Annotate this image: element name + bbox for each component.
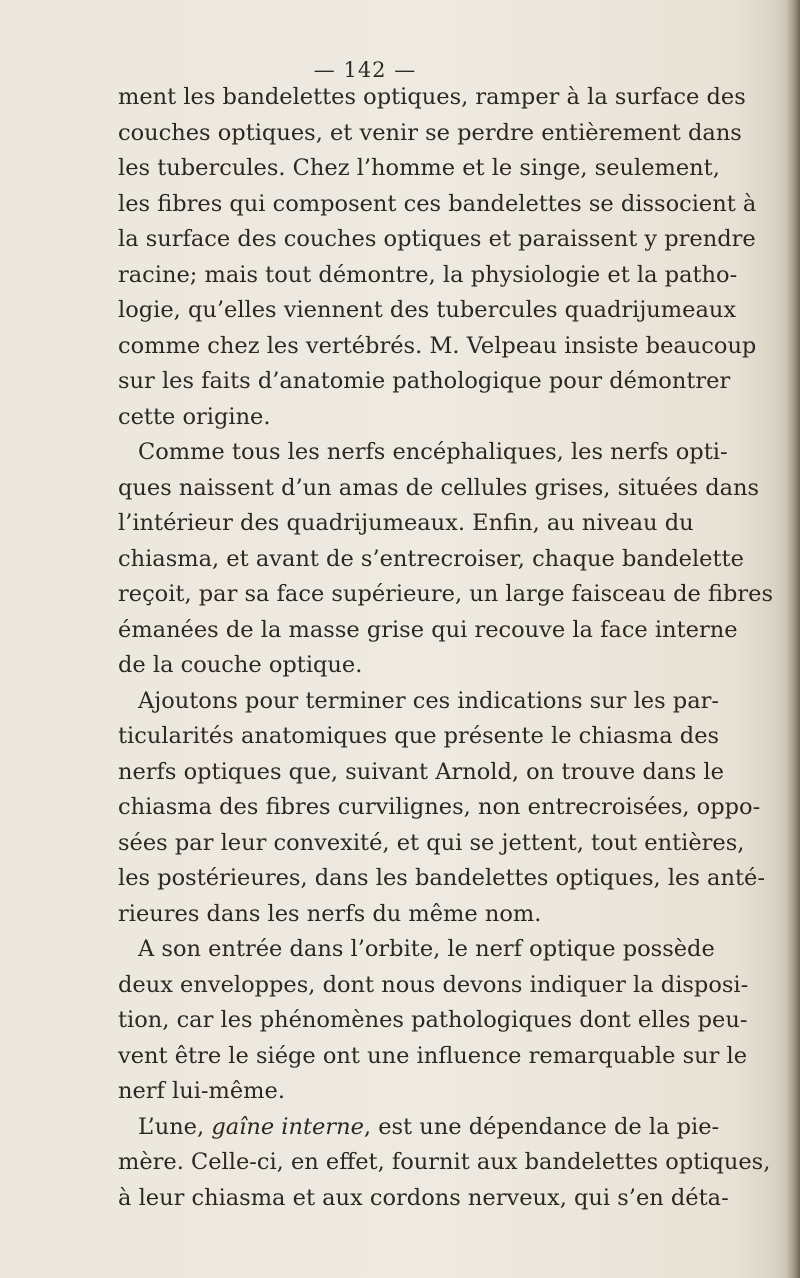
text-line: émanées de la masse grise qui recouve la face interne: [118, 616, 738, 643]
text-line: rieures dans les nerfs du même nom.: [118, 900, 542, 927]
text-line: ticularités anatomiques que présente le chiasma des: [118, 723, 720, 749]
text-line: tion, car les phénomènes pathologiques dont elles peu-: [118, 1007, 748, 1033]
text-line: cette origine.: [118, 403, 271, 430]
text-line: chiasma, et avant de s’entrecroiser, chaque bandelette: [118, 545, 744, 572]
text-line-with-italic: [118, 1110, 794, 1146]
text-line: comme chez les vertébrés. M. Velpeau insiste beaucoup: [118, 332, 757, 359]
text-line: les tubercules. Chez l’homme et le singe, seulement,: [118, 155, 720, 181]
body-text: [118, 80, 794, 1216]
text-line: ment les bandelettes optiques, ramper à la surface des: [118, 84, 746, 110]
text-line: nerfs optiques que, suivant Arnold, on trouve dans le: [118, 758, 724, 785]
page-number: — 142 —: [313, 58, 417, 82]
text-run: L’une,: [138, 1113, 212, 1140]
text-line: les fibres qui composent ces bandelettes se dissocient à: [118, 190, 757, 217]
text-line: sées par leur convexité, et qui se jettent, tout entières,: [118, 829, 745, 856]
text-run: , est une dépendance de la pie-: [363, 1113, 720, 1140]
text-line: racine; mais tout démontre, la physiologie et la patho-: [118, 261, 738, 288]
text-line: de la couche optique.: [118, 652, 363, 678]
italic-term: gaîne interne: [211, 1113, 364, 1140]
text-line: mère. Celle-ci, en effet, fournit aux bandelettes optiques,: [118, 1149, 771, 1175]
text-line: Ajoutons pour terminer ces indications sur les par-: [138, 687, 719, 714]
text-line: la surface des couches optiques et paraissent y prendre: [118, 226, 756, 252]
text-line: reçoit, par sa face supérieure, un large faisceau de fibres: [118, 581, 774, 607]
text-line: logie, qu’elles viennent des tubercules quadrijumeaux: [118, 297, 737, 323]
text-line: l’intérieur des quadrijumeaux. Enfin, au niveau du: [118, 510, 694, 536]
text-line: ques naissent d’un amas de cellules grises, situées dans: [118, 474, 760, 501]
text-line: vent être le siége ont une influence remarquable sur le: [118, 1042, 748, 1069]
text-line: sur les faits d’anatomie pathologique pour démontrer: [118, 368, 731, 394]
text-line: les postérieures, dans les bandelettes optiques, les anté-: [118, 865, 765, 891]
text-line: à leur chiasma et aux cordons nerveux, qui s’en déta-: [118, 1184, 729, 1211]
text-line: deux enveloppes, dont nous devons indiquer la disposi-: [118, 971, 749, 998]
text-line: chiasma des fibres curvilignes, non entrecroisées, oppo-: [118, 794, 761, 820]
text-line: Comme tous les nerfs encéphaliques, les nerfs opti-: [138, 439, 728, 465]
text-line: A son entrée dans l’orbite, le nerf optique possède: [138, 936, 715, 962]
text-line: nerf lui-même.: [118, 1078, 285, 1104]
text-line: couches optiques, et venir se perdre entièrement dans: [118, 119, 742, 146]
